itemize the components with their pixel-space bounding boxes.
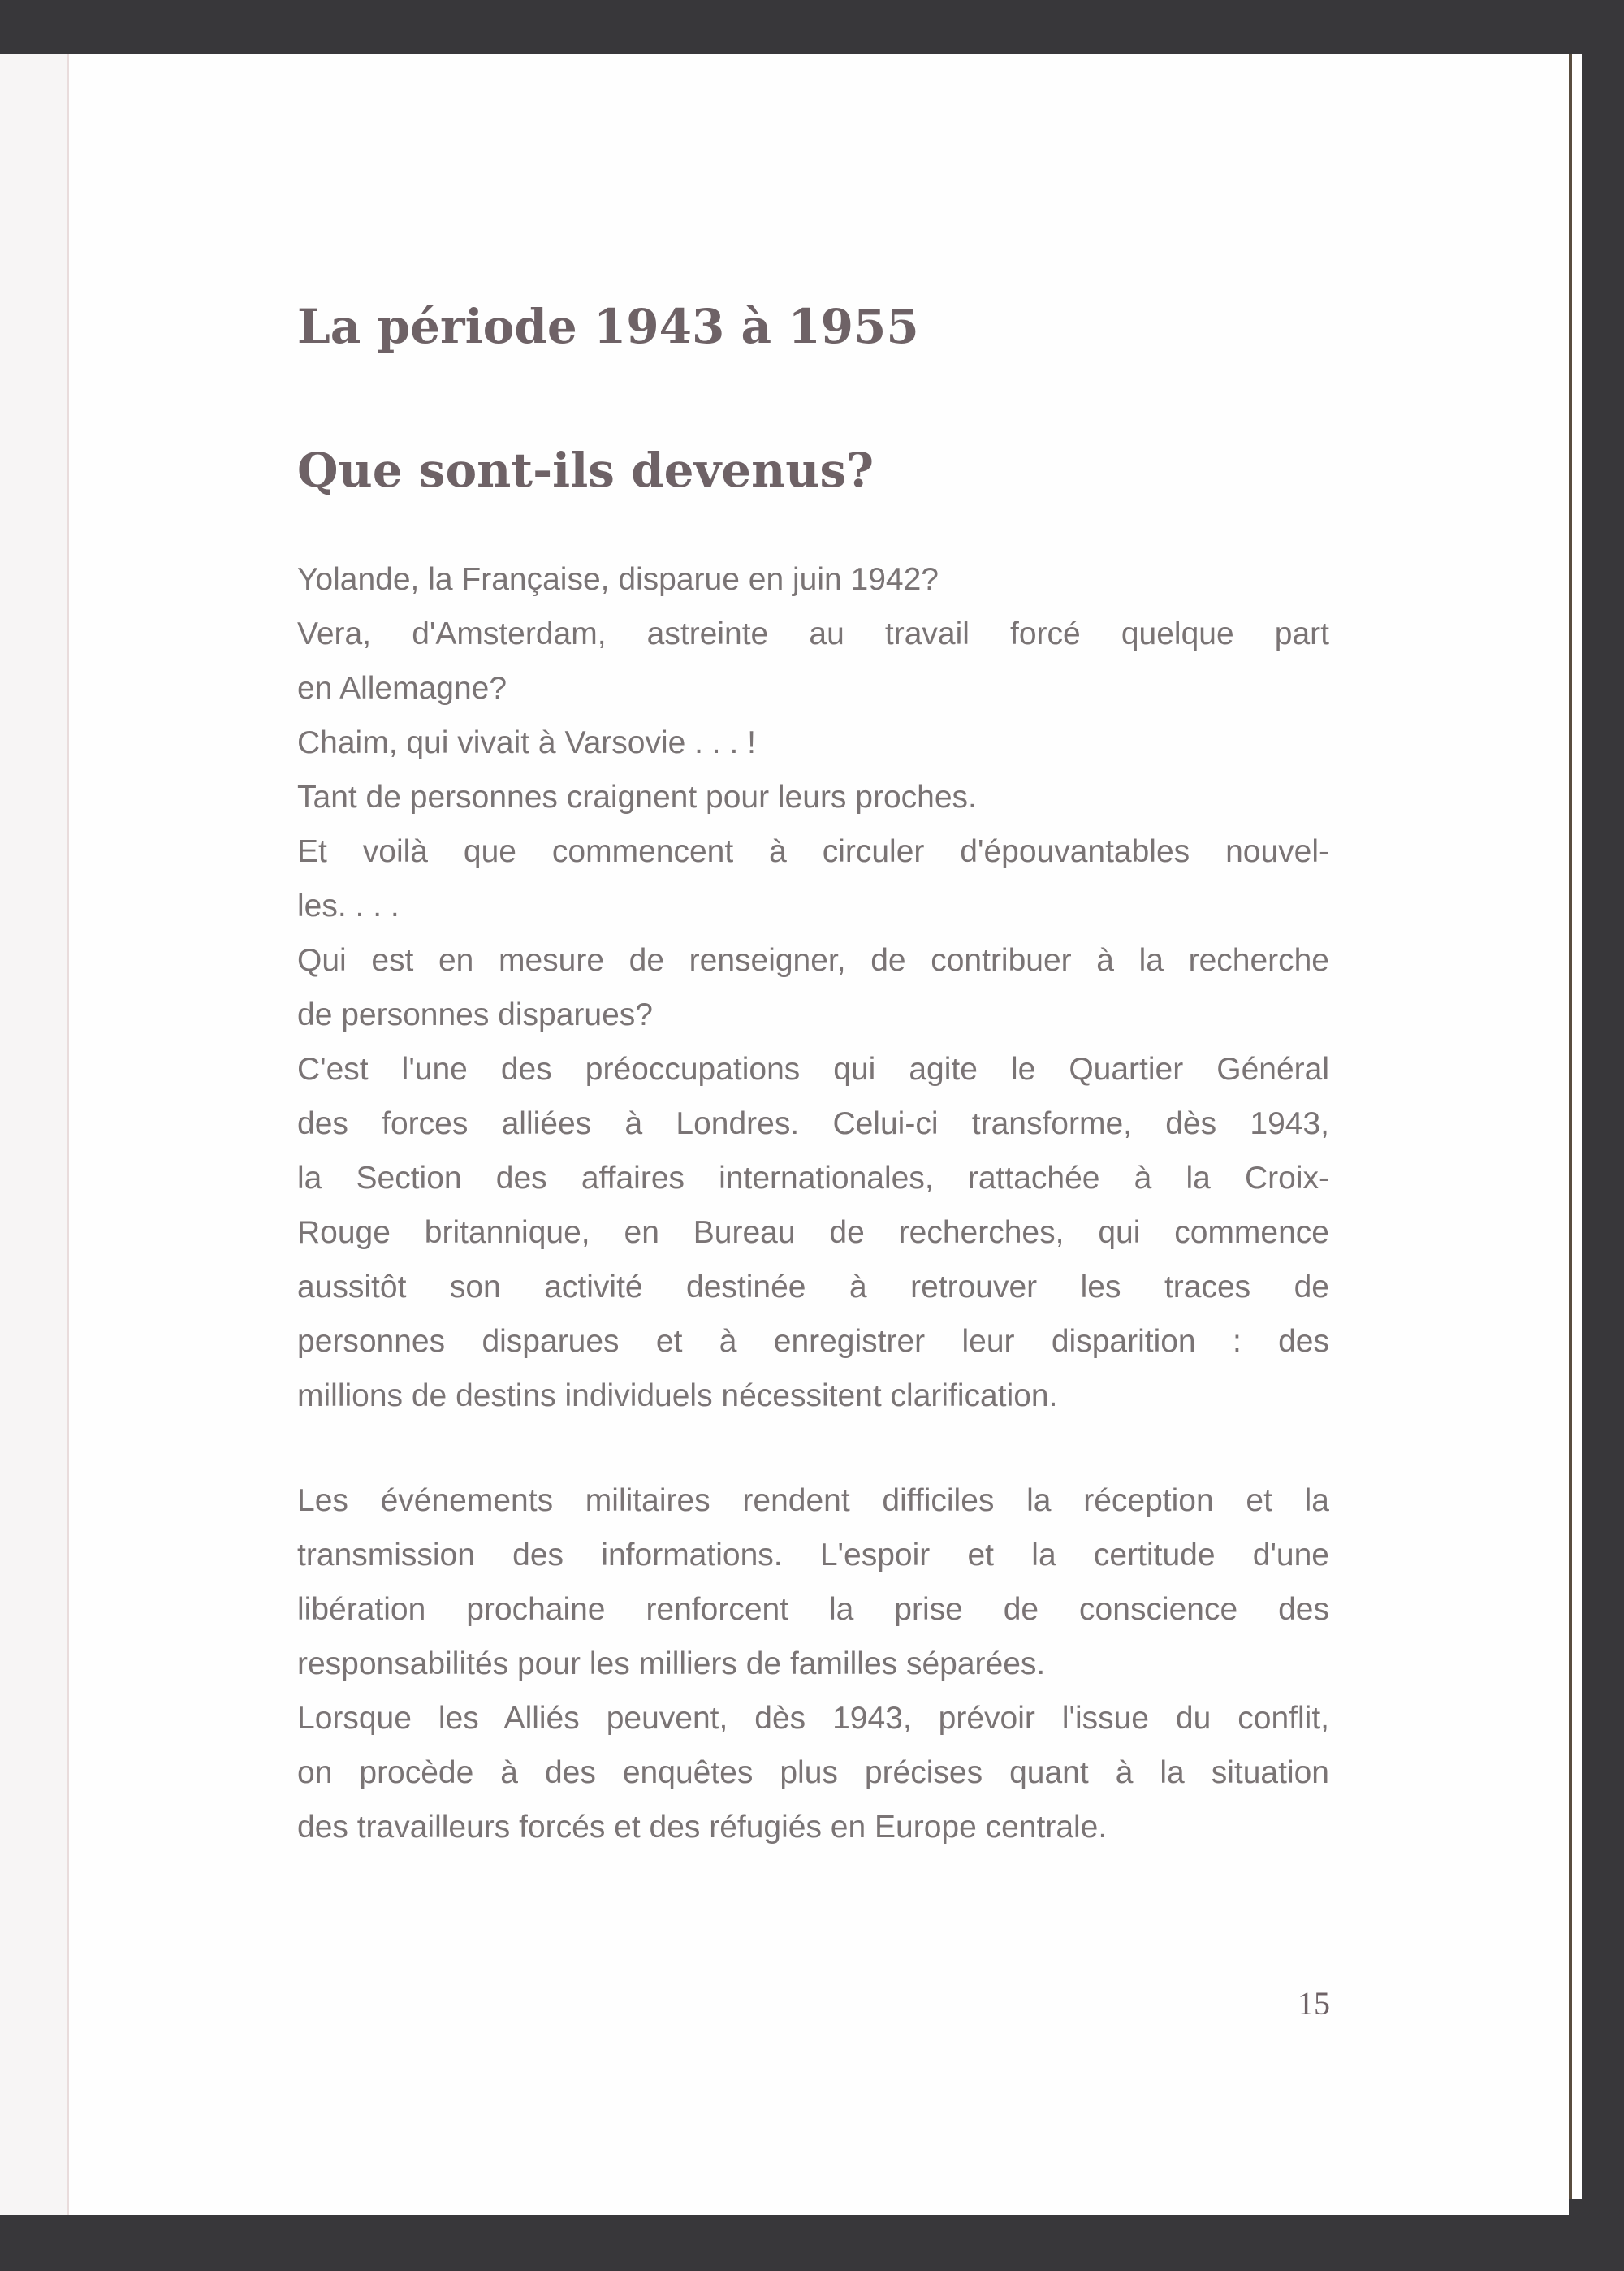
text-line: de personnes disparues?: [297, 997, 653, 1032]
text-line: Yolande, la Française, disparue en juin 1942?: [297, 562, 939, 597]
text-line: personnes disparues et à enregistrer leur disparition : des: [297, 1324, 1329, 1359]
section-subheading: Que sont-ils devenus?: [297, 443, 875, 498]
paragraph-2: [297, 1473, 1329, 1854]
document-page: [0, 54, 1569, 2215]
text-line: en Allemagne?: [297, 671, 508, 706]
page-gutter: [0, 54, 69, 2215]
text-line: Tant de personnes craignent pour leurs proches.: [297, 780, 977, 815]
text-line: on procède à des enquêtes plus précises quant à la situation: [297, 1755, 1329, 1790]
text-line: responsabilités pour les milliers de familles séparées.: [297, 1646, 1046, 1681]
page-number: 15: [1298, 1985, 1330, 2022]
text-line: Lorsque les Alliés peuvent, dès 1943, prévoir l'issue du conflit,: [297, 1701, 1329, 1736]
text-line: Rouge britannique, en Bureau de recherches, qui commence: [297, 1215, 1329, 1250]
text-line: des forces alliées à Londres. Celui-ci transforme, dès 1943,: [297, 1106, 1329, 1141]
text-line: des travailleurs forcés et des réfugiés en Europe centrale.: [297, 1810, 1108, 1845]
text-line: Vera, d'Amsterdam, astreinte au travail forcé quelque part: [297, 616, 1329, 651]
text-line: les. . . .: [297, 889, 400, 924]
text-line: Qui est en mesure de renseigner, de contribuer à la recherche: [297, 943, 1329, 978]
text-line: la Section des affaires internationales, rattachée à la Croix-: [297, 1161, 1329, 1196]
text-line: Et voilà que commencent à circuler d'épouvantables nouvel-: [297, 834, 1329, 869]
text-line: Chaim, qui vivait à Varsovie . . . !: [297, 725, 756, 760]
page-heading: La période 1943 à 1955: [297, 299, 919, 354]
text-line: aussitôt son activité destinée à retrouver les traces de: [297, 1270, 1329, 1304]
page-edge: [1569, 54, 1582, 2199]
text-line: C'est l'une des préoccupations qui agite le Quartier Général: [297, 1052, 1329, 1087]
text-line: libération prochaine renforcent la prise de conscience des: [297, 1592, 1329, 1627]
text-line: transmission des informations. L'espoir et la certitude d'une: [297, 1538, 1329, 1572]
text-line: Les événements militaires rendent difficiles la réception et la: [297, 1483, 1329, 1518]
paragraph-1: [297, 552, 1329, 1423]
text-line: millions de destins individuels nécessitent clarification.: [297, 1378, 1058, 1413]
